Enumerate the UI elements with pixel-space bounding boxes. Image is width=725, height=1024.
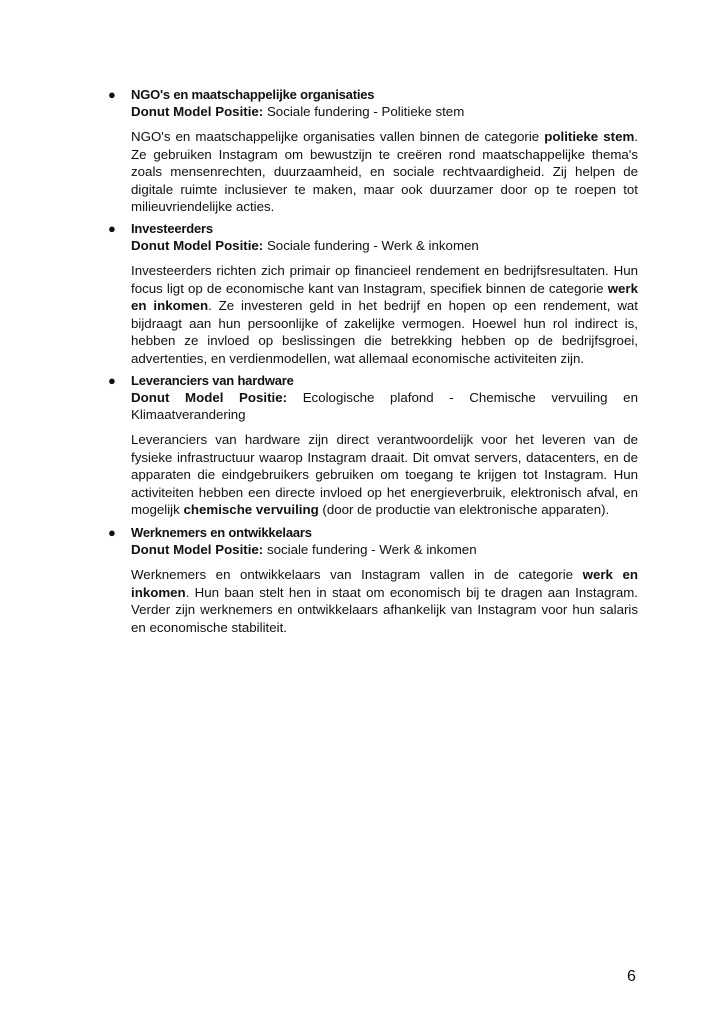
section-title: Leveranciers van hardware xyxy=(131,373,294,388)
bullet-icon: ● xyxy=(108,373,116,388)
list-item xyxy=(108,86,638,216)
section-title: Investeerders xyxy=(131,221,213,236)
page-number: 6 xyxy=(627,968,636,985)
donut-position: Donut Model Positie: Sociale fundering - Werk & inkomen xyxy=(131,238,479,253)
list-item xyxy=(108,524,638,636)
donut-position: Donut Model Positie: sociale fundering - Werk & inkomen xyxy=(131,542,477,557)
section-paragraph: NGO's en maatschappelijke organisaties vallen binnen de categorie politieke stem. Ze gebruiken Instagram om bewustzijn te creëren rond maatschappelijke thema's zoals mensenrechten, duurzaamheid, en sociale rechtvaardigheid. Zij helpen de digitale ruimte inclusiever te maken, maar ook duurzamer door op te roepen tot milieuvriendelijke acties. xyxy=(131,129,638,214)
donut-position: Donut Model Positie: Ecologische plafond - Chemische vervuiling en Klimaatverandering xyxy=(131,390,638,422)
section-paragraph: Leveranciers van hardware zijn direct verantwoordelijk voor het leveren van de fysieke infrastructuur waarop Instagram draait. Dit omvat servers, datacenters, en de apparaten die eindgebruikers gebruiken om toegang te krijgen tot Instagram. Hun activiteiten hebben een directe invloed op het energieverbruik, elektronisch afval, en mogelijk chemische vervuiling (door de productie van elektronische apparaten). xyxy=(131,432,638,517)
bullet-icon: ● xyxy=(108,87,116,102)
list-item xyxy=(108,220,638,367)
list-item xyxy=(108,372,638,519)
donut-position: Donut Model Positie: Sociale fundering - Politieke stem xyxy=(131,104,465,119)
section-paragraph: Werknemers en ontwikkelaars van Instagram vallen in de categorie werk en inkomen. Hun baan stelt hen in staat om economisch bij te dragen aan Instagram. Verder zijn werknemers en ontwikkelaars afhankelijk van Instagram voor hun salaris en economische stabiliteit. xyxy=(131,567,638,635)
bullet-icon: ● xyxy=(108,221,116,236)
section-paragraph: Investeerders richten zich primair op financieel rendement en bedrijfsresultaten. Hun focus ligt op de economische kant van Instagram, specifiek binnen de categorie werk en inkomen. Ze investeren geld in het bedrijf en hopen op een rendement, wat bijdraagt aan hun persoonlijke of zakelijke vermogen. Hoewel hun rol indirect is, hebben ze invloed op beslissingen die betrekking hebben op de bedrijfsgroei, advertenties, en verdienmodellen, wat allemaal economische activiteiten zijn. xyxy=(131,263,639,366)
section-title: Werknemers en ontwikkelaars xyxy=(131,525,312,540)
section-title: NGO's en maatschappelijke organisaties xyxy=(131,87,375,102)
bullet-icon: ● xyxy=(108,525,116,540)
